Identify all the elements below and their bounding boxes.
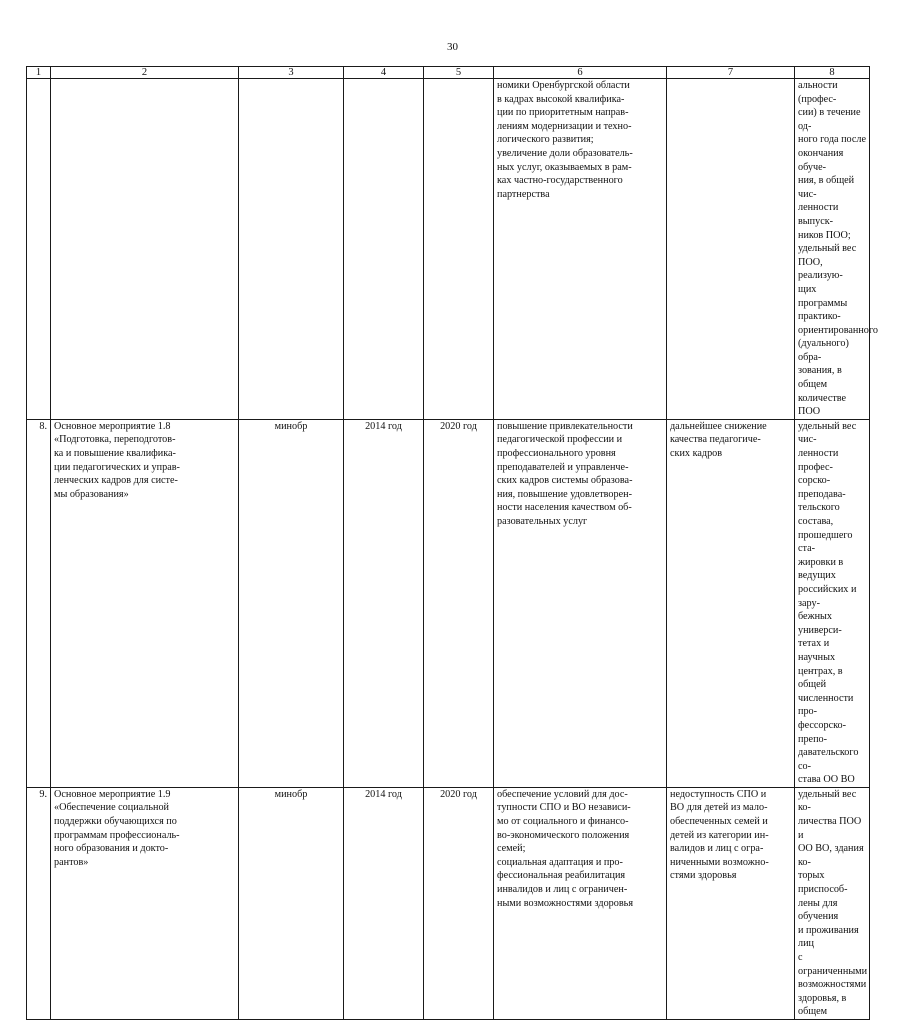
column-number-5: 5 (424, 67, 494, 79)
table-header-row (27, 67, 870, 79)
end-year: 2020 год (424, 787, 494, 1019)
event-name (51, 79, 239, 420)
column-number-7: 7 (667, 67, 795, 79)
row-number (27, 79, 51, 420)
end-year: 2020 год (424, 419, 494, 787)
table-row (27, 79, 870, 420)
column-number-4: 4 (344, 67, 424, 79)
non-implementation-consequence: недоступность СПО и ВО для детей из мало- обеспеченных семей и детей из категории ин- валидов и лиц с огра- ниченными возможно- стями здоровья (667, 787, 795, 1019)
table-row (27, 419, 870, 787)
related-indicator: удельный вес ко- личества ПОО и ОО ВО, здания ко- торых приспособ- лены для обучения и проживания лиц с ограниченными возможностями здоровья, в общем (795, 787, 870, 1019)
related-indicator: удельный вес чис- ленности профес- сорско-преподава- тельского состава, прошедшего ста- жировки в ведущих российских и зару- бежных универси- тетах и научных центрах, в общей численности про- фессорско-препо- давательского со- става ОО ВО (795, 419, 870, 787)
program-measures-table (26, 66, 878, 1020)
column-number-1: 1 (27, 67, 51, 79)
responsible-executor: минобр (239, 787, 344, 1019)
related-indicator: альности (профес- сии) в течение од- ного года после окончания обуче- ния, в общей чис- ленности выпуск- ников ПОО; удельный вес ПОО, реализую- щих программы практико- ориентированного (дуального) обра- зования, в общем количестве ПОО (795, 79, 870, 420)
start-year: 2014 год (344, 419, 424, 787)
expected-result: номики Оренбургской области в кадрах высокой квалифика- ции по приоритетным направ- лениям модернизации и техно- логического развития; увеличение доли образователь- ных услуг, оказываемых в рам- ках частно-государственного партнерства (494, 79, 667, 420)
start-year: 2014 год (344, 787, 424, 1019)
table-row (27, 787, 870, 1019)
event-name: Основное мероприятие 1.9 «Обеспечение социальной поддержки обучающихся по программам профессиональ- ного образования и докто- рантов» (51, 787, 239, 1019)
column-number-3: 3 (239, 67, 344, 79)
column-number-6: 6 (494, 67, 667, 79)
non-implementation-consequence (667, 79, 795, 420)
expected-result: обеспечение условий для дос- тупности СПО и ВО независи- мо от социального и финансо- во-экономического положения семей; социальная адаптация и про- фессиональная реабилитация инвалидов и лиц с ограничен- ными возможностями здоровья (494, 787, 667, 1019)
page-number: 30 (447, 41, 458, 53)
responsible-executor: минобр (239, 419, 344, 787)
start-year (344, 79, 424, 420)
column-number-2: 2 (51, 67, 239, 79)
row-number: 9. (27, 787, 51, 1019)
non-implementation-consequence: дальнейшее снижение качества педагогиче- ских кадров (667, 419, 795, 787)
responsible-executor (239, 79, 344, 420)
expected-result: повышение привлекательности педагогической профессии и профессионального уровня преподавателей и управленче- ских кадров системы образова- ния, повышение удовлетворен- ности населения качеством об- разовательных услуг (494, 419, 667, 787)
end-year (424, 79, 494, 420)
column-number-8: 8 (795, 67, 870, 79)
event-name: Основное мероприятие 1.8 «Подготовка, переподготов- ка и повышение квалифика- ции педагогических и управ- ленческих кадров для систе- мы образования» (51, 419, 239, 787)
row-number: 8. (27, 419, 51, 787)
